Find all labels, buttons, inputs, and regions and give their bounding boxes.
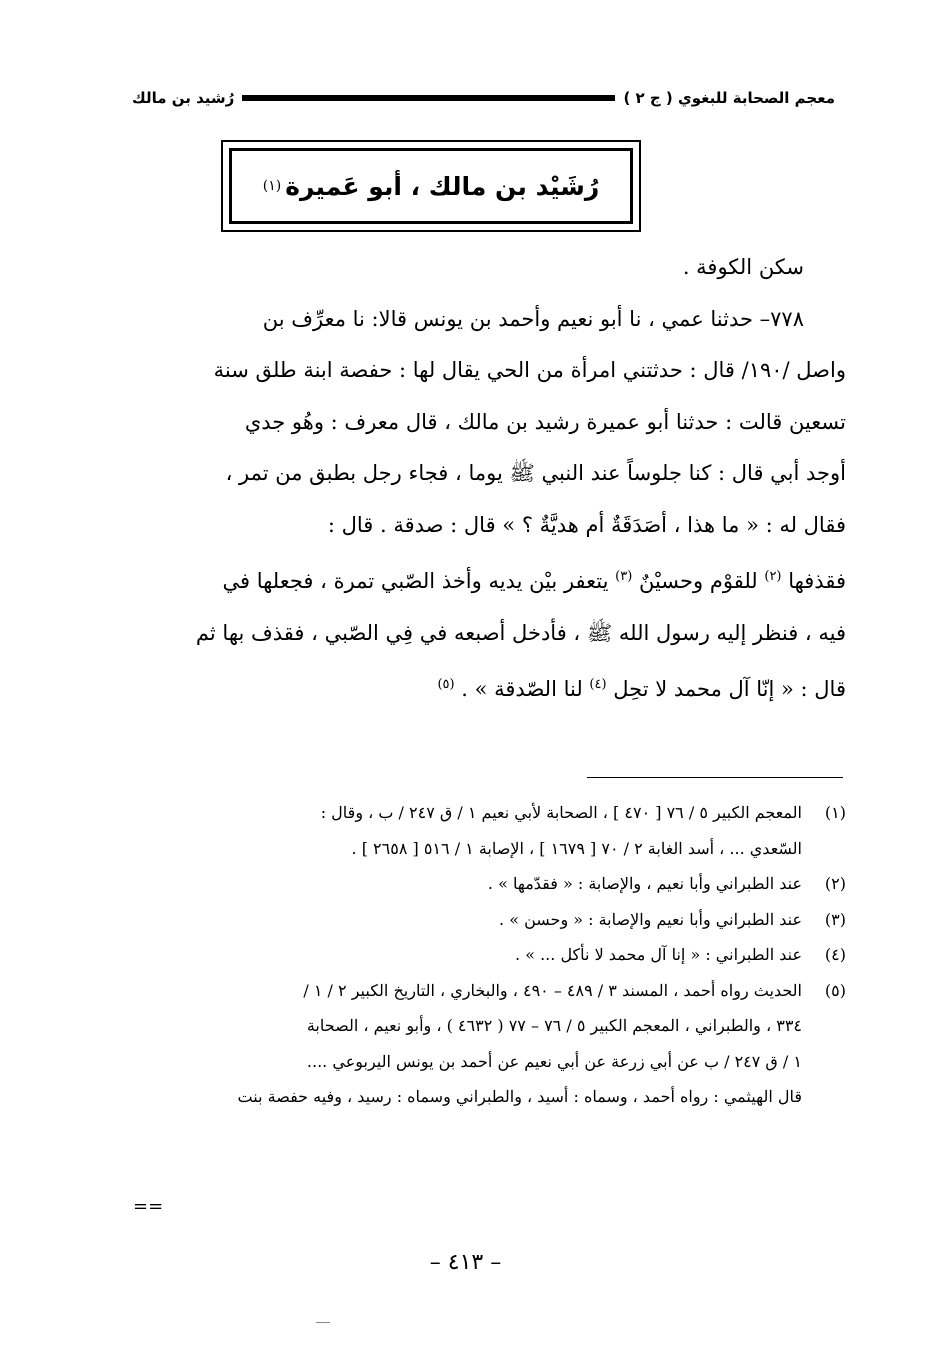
footnote-continuation: ١ / ق ٢٤٧ / ب عن أبي زرعة عن أبي نعيم عن أحمد بن يونس اليربوعي ....	[306, 1051, 802, 1071]
page-number: – ٤١٣ –	[429, 1250, 502, 1275]
footnote-number: (١)	[824, 803, 846, 822]
body-line: فقال له : « ما هذا ، أصَدَقَةٌ أم هديَّةٌ ؟ » قال : صدقة . قال :	[327, 512, 846, 537]
footnote	[128, 795, 846, 831]
footnote-continuation: السّعدي ... ، أسد الغابة ٢ / ٧٠ [ ١٦٧٩ ] ، الإصابة ١ / ٥١٦ [ ٢٦٥٨ ] .	[351, 838, 802, 858]
body-text	[128, 242, 846, 716]
body-line	[128, 659, 846, 716]
body-line: واصل /١٩٠/ قال : حدثتني امرأة من الحي يقال لها : حفصة ابنة طلق سنة	[213, 358, 846, 382]
entry-title-footnote-ref: (١)	[262, 178, 282, 194]
continuation-mark: ==	[133, 1196, 164, 1217]
body-text-run: يتعفر بيْن يديه وأخذ الصّبي تمرة ، فجعلها في	[222, 569, 609, 593]
footnote-number: (٤)	[824, 945, 846, 964]
body-line: ٧٧٨– حدثنا عمي ، نا أبو نعيم وأحمد بن يونس قالا: نا معرِّف بن	[262, 306, 804, 331]
footnote-continuation: قال الهيثمي : رواه أحمد ، وسماه : أسيد ، والطبراني وسماه : رسيد ، وفيه حفصة بنت	[237, 1087, 802, 1106]
running-header	[132, 86, 835, 110]
footnote-text: عند الطبراني وأبا نعيم والإصابة : « وحسن » .	[499, 909, 802, 929]
body-text-run: فقذفها	[788, 569, 846, 593]
body-text-run: قال : « إنّا آل محمد لا تحِل	[613, 677, 846, 701]
footnote	[128, 973, 846, 1009]
header-rule	[242, 95, 615, 101]
footnote-separator	[587, 777, 843, 778]
entry-title-box	[221, 140, 641, 232]
header-entry-name: رُشيد بن مالك	[132, 89, 235, 107]
footnotes	[128, 795, 846, 1115]
body-line	[128, 551, 846, 608]
body-line: فيه ، فنظر إليه رسول الله ﷺ ، فأدخل أصبعه في فِي الصّبي ، فقذف بها ثم	[195, 620, 846, 645]
footnote-text: المعجم الكبير ٥ / ٧٦ [ ٤٧٠ ] ، الصحابة لأبي نعيم ١ / ق ٢٤٧ / ب ، وقال :	[320, 803, 802, 822]
entry-title-frame	[229, 148, 633, 224]
footnote-number: (٣)	[824, 909, 846, 929]
footnote-text: عند الطبراني وأبا نعيم ، والإصابة : « فقدّمها » .	[487, 874, 802, 893]
footnote-number: (٥)	[824, 980, 846, 1000]
footnote	[128, 866, 846, 902]
footnote-continuation: ٣٣٤ ، والطبراني ، المعجم الكبير ٥ / ٧٦ – ٧٧ ( ٤٦٣٢ ) ، وأبو نعيم ، الصحابة	[306, 1016, 802, 1035]
body-text-run: لنا الصّدقة » .	[461, 677, 583, 701]
footnote	[128, 937, 846, 973]
footnote-text: عند الطبراني : « إنا آل محمد لا نأكل ... » .	[515, 945, 802, 964]
footnote-ref: (٤)	[589, 677, 607, 692]
footnote-ref: (٥)	[437, 677, 455, 692]
body-line: سكن الكوفة .	[682, 255, 804, 279]
header-book-title: معجم الصحابة للبغوي ( ج ٢ )	[623, 89, 835, 107]
body-line: أوجد أبي قال : كنا جلوساً عند النبي ﷺ يوما ، فجاء رجل بطبق من تمر ،	[225, 461, 846, 485]
footnote-number: (٢)	[824, 874, 846, 893]
footnote-ref: (٢)	[764, 569, 782, 584]
body-text-run: للقوْم وحسيْنٌ	[638, 569, 758, 593]
scan-speck	[316, 1322, 330, 1323]
entry-title: رُشَيْد بن مالك ، أبو عَميرة	[285, 171, 600, 201]
footnote	[128, 902, 846, 938]
footnote-text: الحديث رواه أحمد ، المسند ٣ / ٤٨٩ – ٤٩٠ ، والبخاري ، التاريخ الكبير ٢ / ١ /	[303, 980, 802, 1000]
footnote-ref: (٣)	[615, 569, 633, 584]
body-line: تسعين قالت : حدثنا أبو عميرة رشيد بن مالك ، قال معرف : وهُو جدي	[244, 409, 846, 434]
